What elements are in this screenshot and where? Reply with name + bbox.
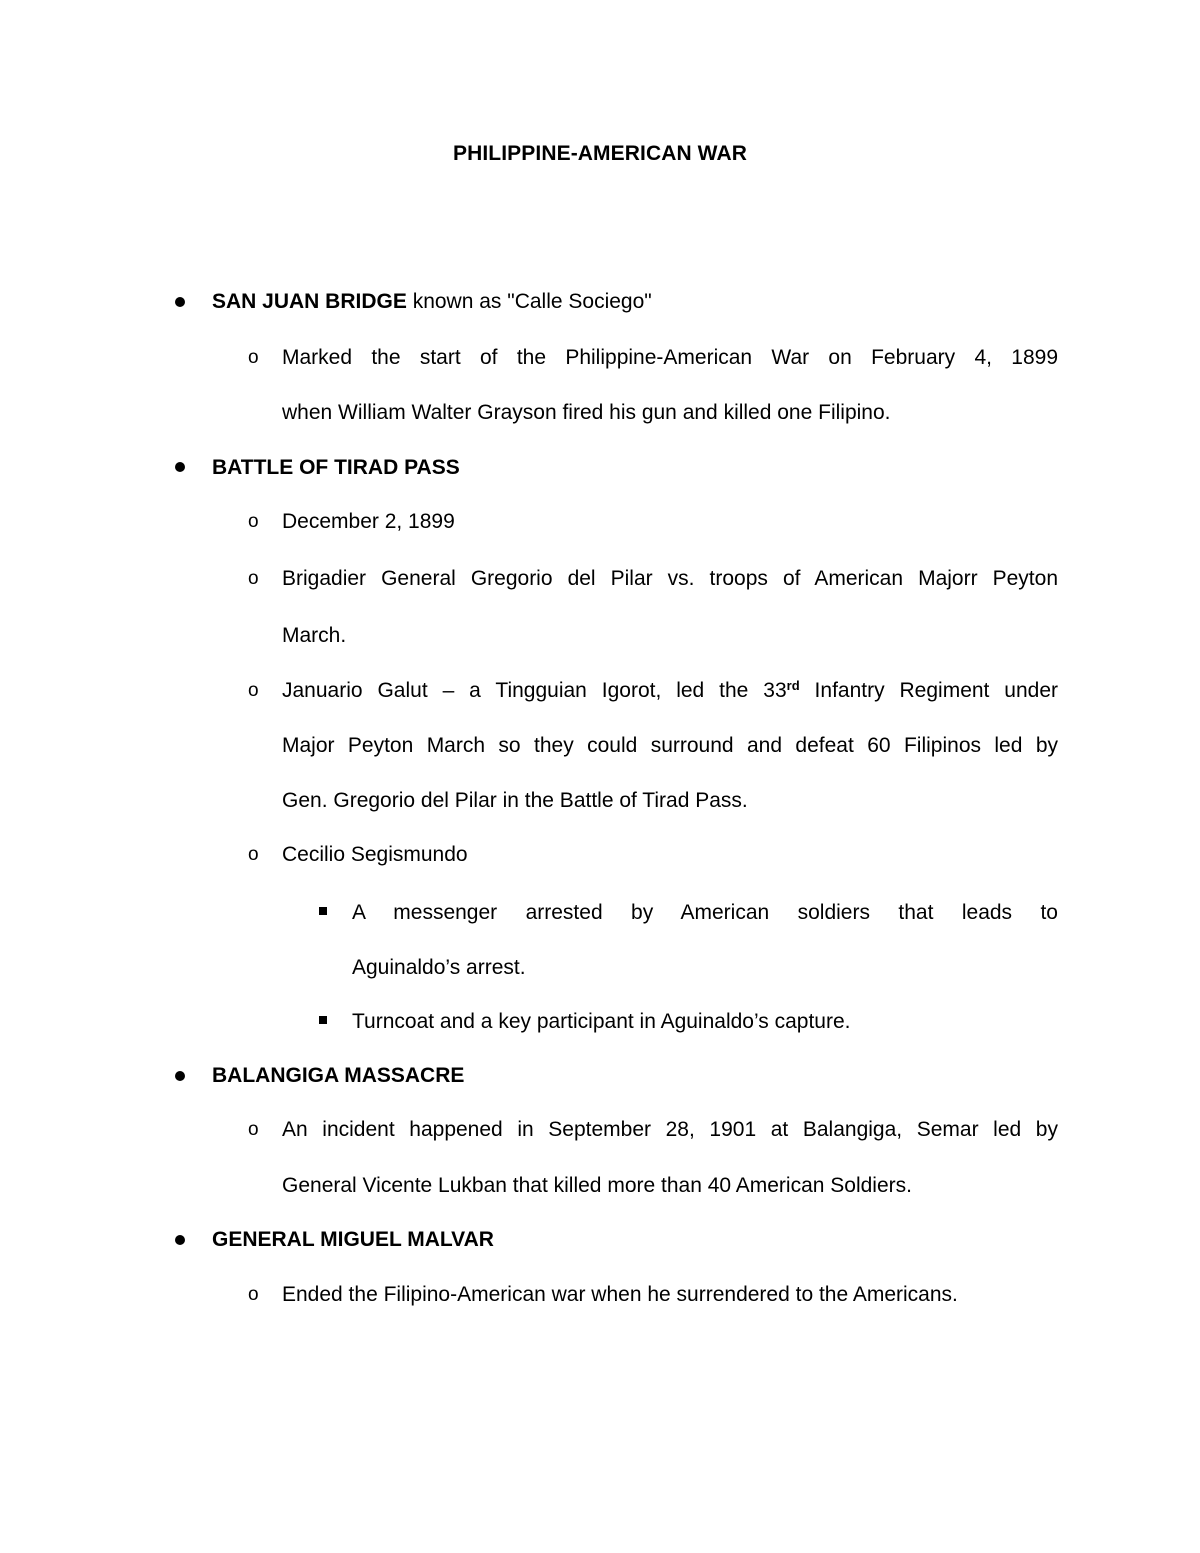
bullet-square-icon	[319, 907, 327, 915]
section-heading-balangiga-massacre	[212, 1063, 464, 1089]
sublist-item-text: Turncoat and a key participant in Aguinaldo’s capture.	[352, 1010, 851, 1033]
bullet-disc-icon	[175, 1235, 185, 1245]
section-heading-san-juan-bridge	[212, 289, 652, 315]
heading-suffix-text: known as "Calle Sociego"	[406, 290, 652, 313]
list-item-text-continued: Major Peyton March so they could surround and defeat 60 Filipinos led by	[282, 734, 1058, 757]
item-text-part: Infantry Regiment under	[799, 679, 1059, 702]
bullet-circle-icon: o	[248, 844, 259, 865]
bullet-circle-icon: o	[248, 511, 259, 532]
list-item-text: Marked the start of the Philippine-American War on February 4, 1899	[282, 346, 1058, 369]
bullet-circle-icon: o	[248, 1284, 259, 1305]
sublist-item-text: A messenger arrested by American soldiers that leads to	[352, 901, 1058, 924]
list-item-text-continued: March.	[282, 624, 347, 647]
document-title: PHILIPPINE-AMERICAN WAR	[453, 142, 747, 165]
item-text-part: Januario Galut – a Tingguian Igorot, led the 33	[282, 679, 787, 702]
section-heading-general-miguel-malvar	[212, 1227, 494, 1253]
ordinal-suffix: rd	[786, 678, 800, 693]
list-item-text: Cecilio Segismundo	[282, 843, 468, 866]
bullet-circle-icon: o	[248, 347, 259, 368]
list-item-text-continued: Gen. Gregorio del Pilar in the Battle of Tirad Pass.	[282, 789, 748, 812]
section-heading-battle-of-tirad-pass	[212, 455, 460, 481]
bullet-circle-icon: o	[248, 568, 259, 589]
heading-bold-text: GENERAL MIGUEL MALVAR	[212, 1228, 494, 1251]
list-item-text: An incident happened in September 28, 1901 at Balangiga, Semar led by	[282, 1118, 1058, 1141]
bullet-square-icon	[319, 1016, 327, 1024]
heading-bold-text: BATTLE OF TIRAD PASS	[212, 456, 460, 479]
bullet-disc-icon	[175, 462, 185, 472]
list-item-text: Brigadier General Gregorio del Pilar vs. troops of American Majorr Peyton	[282, 567, 1058, 590]
heading-bold-text: BALANGIGA MASSACRE	[212, 1064, 465, 1087]
bullet-disc-icon	[175, 297, 185, 307]
sublist-item-text-continued: Aguinaldo’s arrest.	[352, 956, 526, 979]
bullet-circle-icon: o	[248, 1119, 259, 1140]
bullet-disc-icon	[175, 1071, 185, 1081]
bullet-circle-icon: o	[248, 680, 259, 701]
list-item-text	[282, 678, 1058, 704]
list-item-text-continued: when William Walter Grayson fired his gun and killed one Filipino.	[282, 401, 891, 424]
heading-bold-text: SAN JUAN BRIDGE	[212, 290, 407, 313]
list-item-text: Ended the Filipino-American war when he surrendered to the Americans.	[282, 1283, 958, 1306]
list-item-text-continued: General Vicente Lukban that killed more than 40 American Soldiers.	[282, 1174, 912, 1197]
list-item-text: December 2, 1899	[282, 510, 455, 533]
